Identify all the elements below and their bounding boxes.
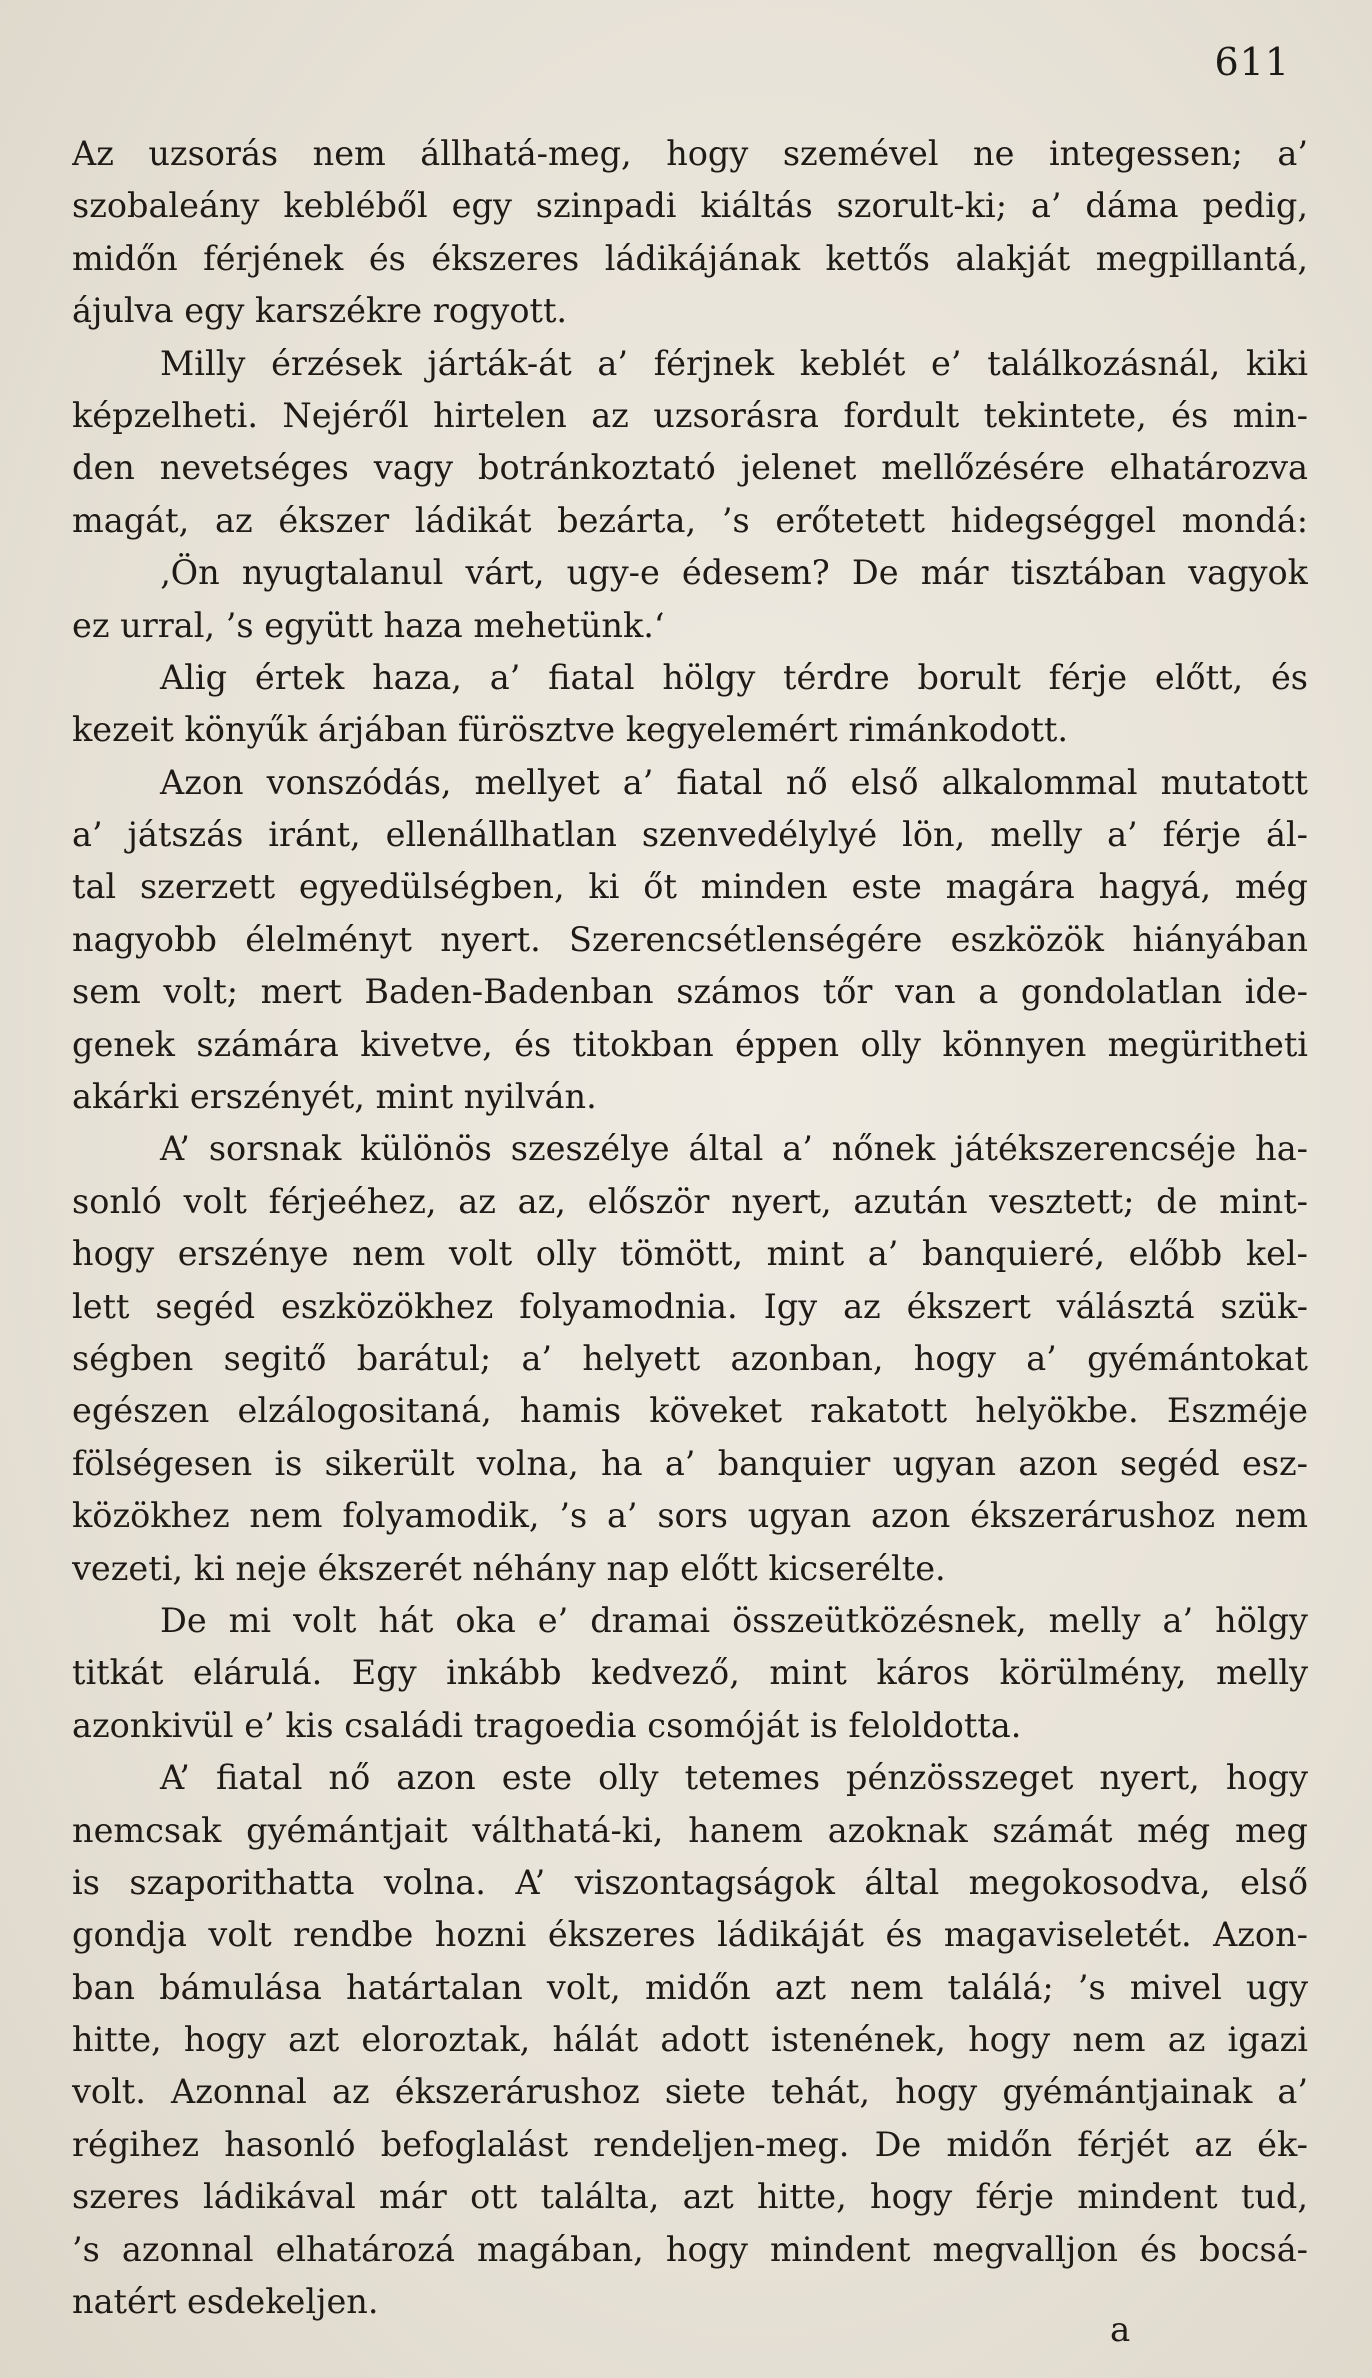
text-line: nagyobb élelményt nyert. Szerencsétlenségére eszközök hiányában (72, 919, 1308, 959)
text-line: szobaleány kebléből egy szinpadi kiáltás szorult-ki; a’ dáma pedig, (72, 186, 1308, 226)
text-line: nemcsak gyémántjait válthatá-ki, hanem azoknak számát még meg (72, 1810, 1308, 1850)
text-line: De mi volt hát oka e’ dramai összeütközésnek, melly a’ hölgy (160, 1600, 1308, 1640)
text-line: tal szerzett egyedülségben, ki őt minden este magára hagyá, még (72, 867, 1308, 907)
text-line: ségben segitő barátul; a’ helyett azonban, hogy a’ gyémántokat (72, 1338, 1308, 1378)
text-line: szeres ládikával már ott találta, azt hitte, hogy férje mindent tud, (72, 2177, 1308, 2217)
text-line: azonkivül e’ kis családi tragoedia csomóját is feloldotta. (72, 1705, 1022, 1745)
text-line: vezeti, ki neje ékszerét néhány nap előtt kicserélte. (72, 1548, 946, 1588)
text-line: magát, az ékszer ládikát bezárta, ’s erőtetett hidegséggel mondá: (72, 500, 1308, 540)
text-line: ban bámulása határtalan volt, midőn azt nem találá; ’s mivel ugy (72, 1967, 1308, 2007)
text-line: Azon vonszódás, mellyet a’ fiatal nő első alkalommal mutatott (160, 762, 1308, 802)
text-line: régihez hasonló befoglalást rendeljen-meg. De midőn férjét az ék- (72, 2124, 1308, 2164)
text-line: A’ fiatal nő azon este olly tetemes pénzösszeget nyert, hogy (160, 1758, 1308, 1798)
text-line: akárki erszényét, mint nyilván. (72, 1077, 597, 1117)
text-line: sonló volt férjeéhez, az az, először nyert, azután vesztett; de mint- (72, 1181, 1308, 1221)
text-line: ájulva egy karszékre rogyott. (72, 291, 568, 331)
text-line: hogy erszénye nem volt olly tömött, mint a’ banquieré, előbb kel- (72, 1234, 1308, 1274)
text-line: Milly érzések járták-át a’ férjnek keblét e’ találkozásnál, kiki (160, 343, 1308, 383)
text-line: kezeit könyűk árjában fürösztve kegyelemért rimánkodott. (72, 710, 1069, 750)
text-line: sem volt; mert Baden-Badenban számos tőr van a gondolatlan ide- (72, 972, 1308, 1012)
text-line: a’ játszás iránt, ellenállhatlan szenvedélylyé lön, melly a’ férje ál- (72, 815, 1308, 855)
text-line: képzelheti. Nejéről hirtelen az uzsorásra fordult tekintete, és min- (72, 395, 1308, 435)
text-line: den nevetséges vagy botránkoztató jelenet mellőzésére elhatározva (72, 448, 1308, 488)
catchword: a (1110, 2310, 1131, 2350)
text-line: Az uzsorás nem állhatá-meg, hogy szemével ne integessen; a’ (72, 134, 1308, 173)
text-line: ’s azonnal elhatározá magában, hogy mindent megvalljon és bocsá- (72, 2229, 1308, 2269)
text-line: ‚Ön nyugtalanul várt, ugy-e édesem? De már tisztában vagyok (160, 553, 1308, 593)
text-line: közökhez nem folyamodik, ’s a’ sors ugyan azon ékszerárushoz nem (72, 1496, 1308, 1536)
text-line: lett segéd eszközökhez folyamodnia. Igy az ékszert válásztá szük- (72, 1286, 1308, 1326)
body-text (72, 128, 1308, 2328)
text-line: midőn férjének és ékszeres ládikájának kettős alakját megpillantá, (72, 238, 1308, 278)
text-line: A’ sorsnak különös szeszélye által a’ nőnek játékszerencséje ha- (160, 1129, 1308, 1169)
text-line: Alig értek haza, a’ fiatal hölgy térdre borult férje előtt, és (160, 657, 1308, 697)
text-line: genek számára kivetve, és titokban éppen olly könnyen megüritheti (72, 1024, 1308, 1064)
text-line: is szaporithatta volna. A’ viszontagságok által megokosodva, első (72, 1862, 1308, 1902)
text-line: gondja volt rendbe hozni ékszeres ládikáját és magaviseletét. Azon- (72, 1915, 1308, 1955)
text-line: fölségesen is sikerült volna, ha a’ banquier ugyan azon segéd esz- (72, 1443, 1308, 1483)
text-line: volt. Azonnal az ékszerárushoz siete tehát, hogy gyémántjainak a’ (72, 2072, 1308, 2112)
text-line: egészen elzálogositaná, hamis köveket rakatott helyökbe. Eszméje (72, 1391, 1308, 1431)
text-line: titkát elárulá. Egy inkább kedvező, mint káros körülmény, melly (72, 1653, 1308, 1693)
text-line: hitte, hogy azt eloroztak, hálát adott istenének, hogy nem az igazi (72, 2020, 1308, 2060)
page-number: 611 (1214, 40, 1290, 84)
text-line: natért esdekeljen. (72, 2282, 379, 2322)
text-line: ez urral, ’s együtt haza mehetünk.‘ (72, 605, 665, 645)
